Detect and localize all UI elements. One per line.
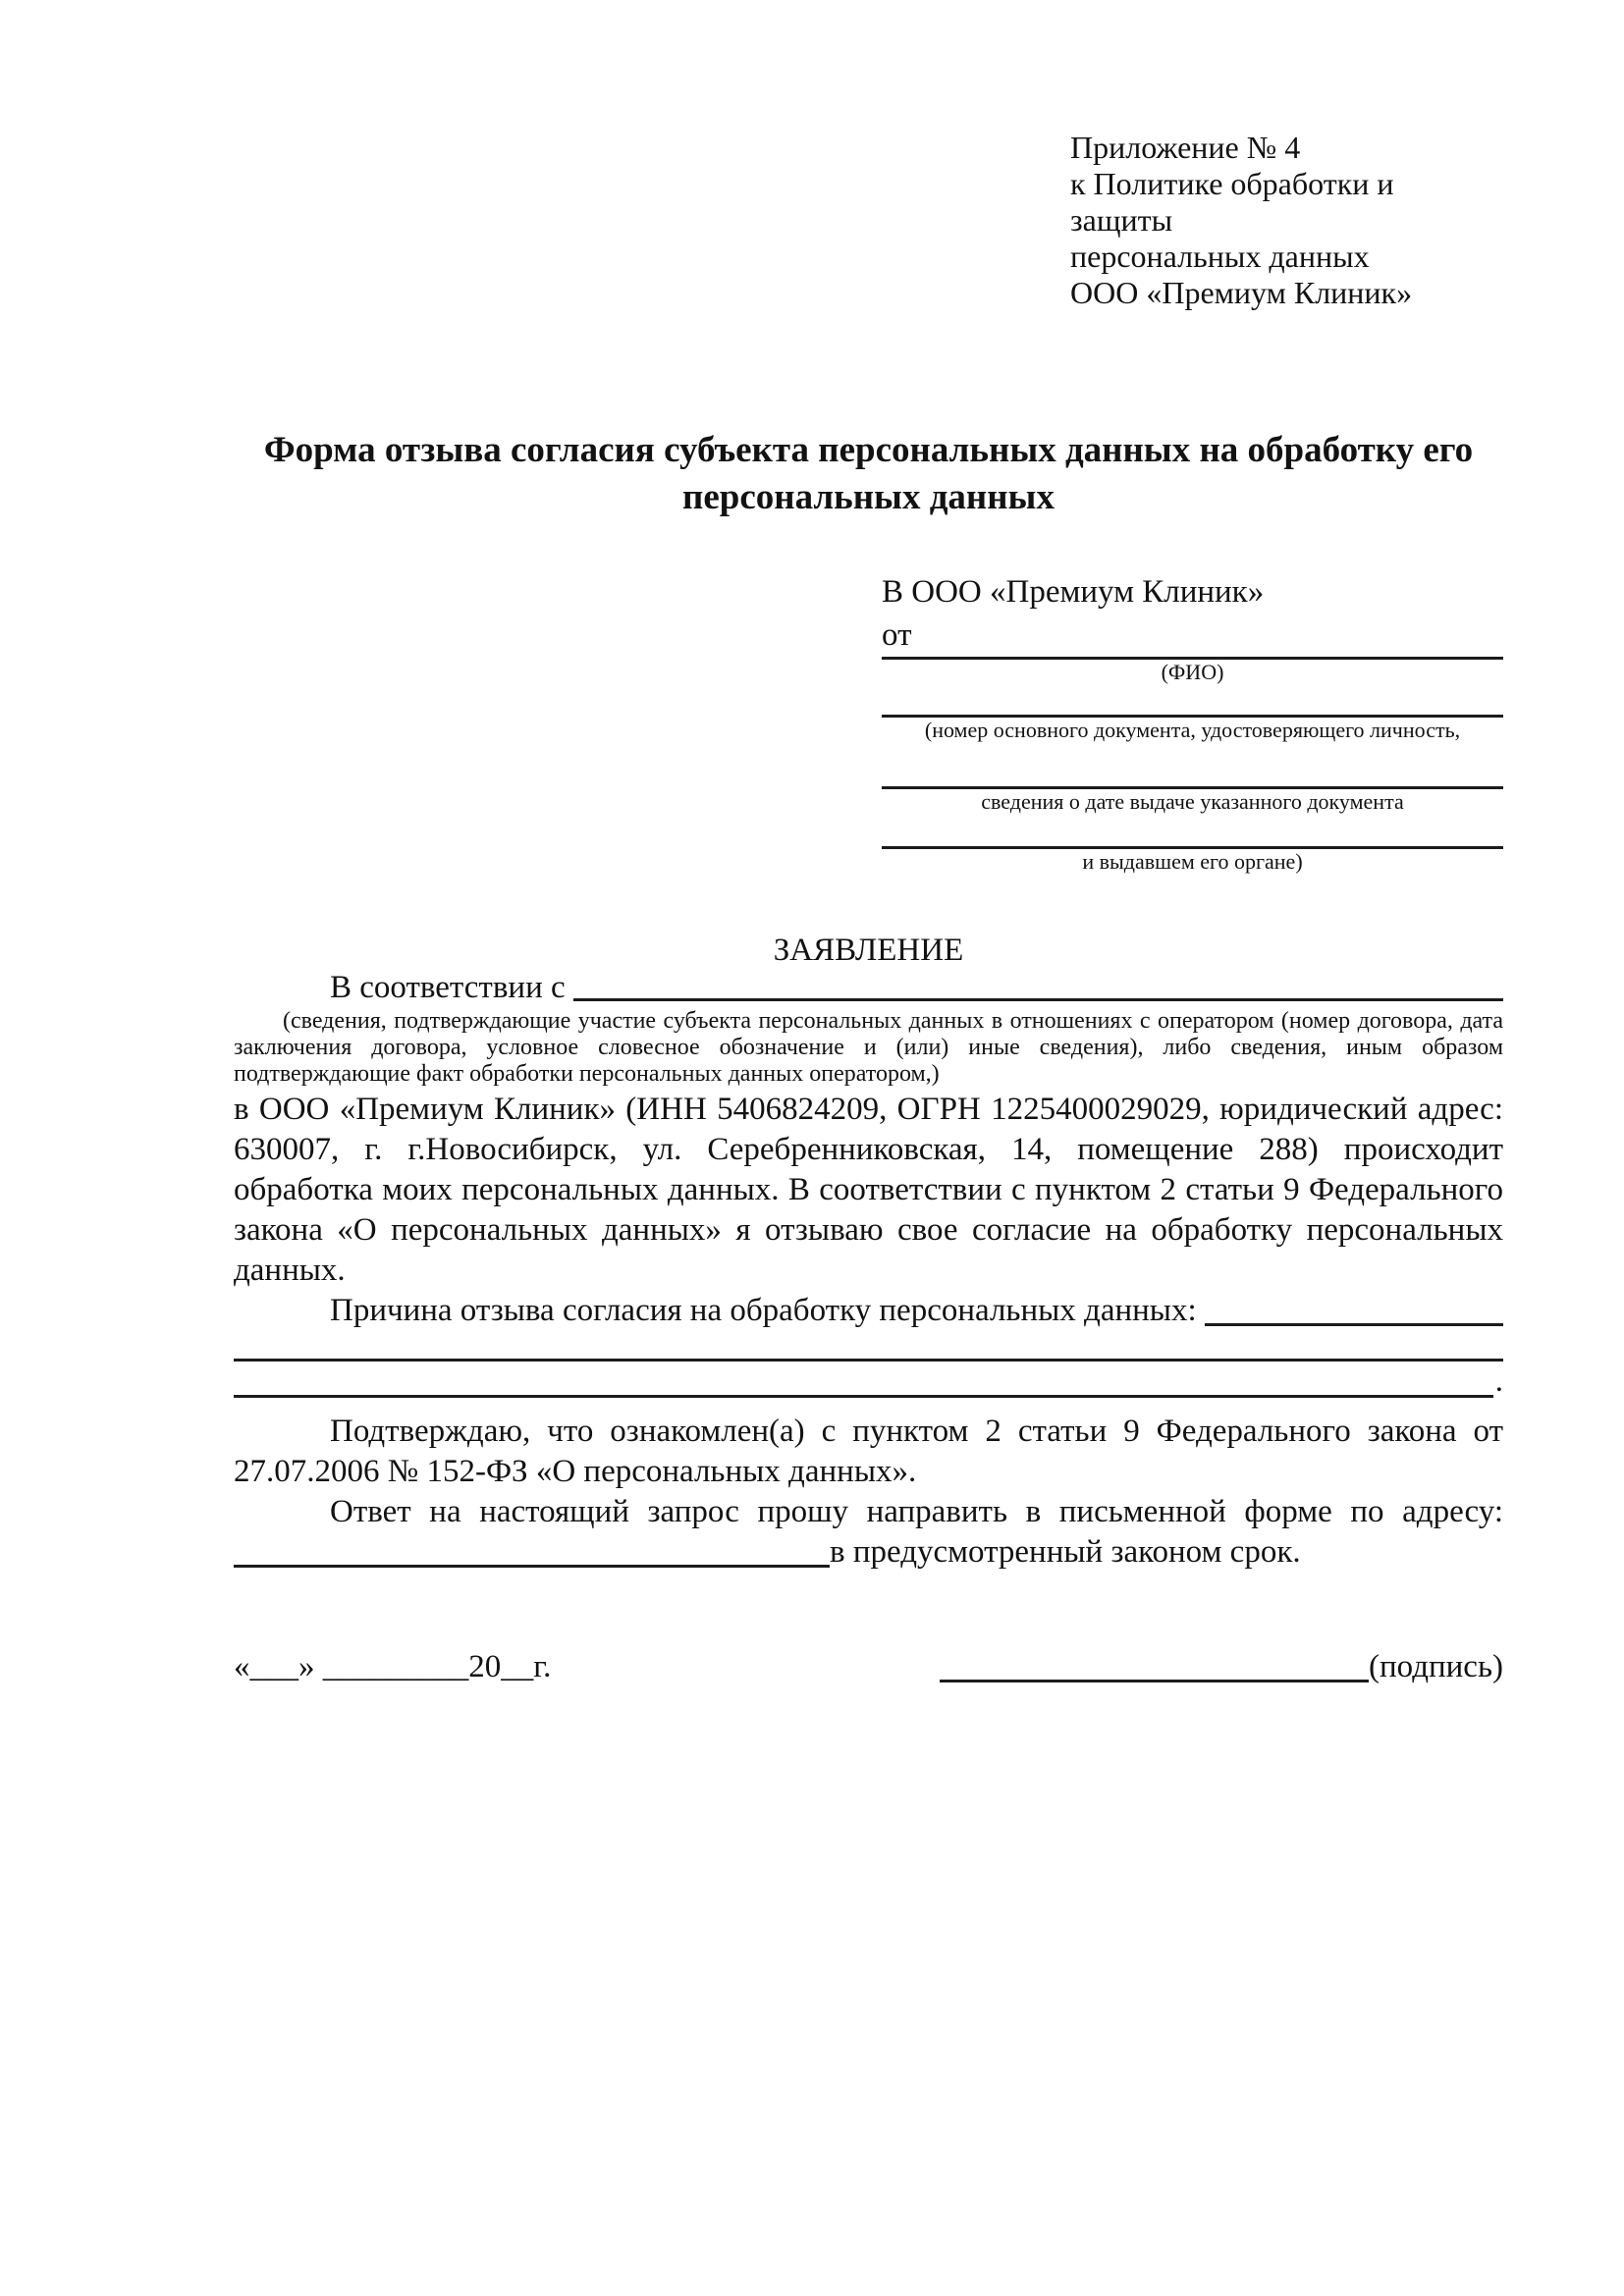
document-title: Форма отзыва согласия субъекта персональных данных на обработку его персональных данных — [263, 430, 1474, 517]
reason-extra-blank-line-1 — [234, 1353, 1503, 1362]
appendix-note-line: к Политике обработки и защиты — [1070, 166, 1394, 238]
reason-blank-line — [1205, 1323, 1503, 1326]
sentence-period: . — [1494, 1363, 1503, 1399]
addressee-from: от — [882, 617, 912, 653]
reason-label: Причина отзыва согласия на обработку персональных данных: — [330, 1293, 1197, 1328]
doc-number-caption: (номер основного документа, удостоверяющего личность, — [924, 718, 1461, 742]
fio-caption: (ФИО) — [1161, 660, 1224, 684]
accordance-label: В соответствии с — [330, 970, 566, 1005]
appendix-note-line: персональных данных — [1070, 239, 1370, 274]
accordance-row — [234, 969, 1503, 1006]
statement-heading: ЗАЯВЛЕНИЕ — [773, 933, 964, 968]
issue-org-caption: и выдавшем его органе) — [1082, 849, 1303, 874]
response-address-blank-line — [234, 1565, 830, 1568]
confirmation-paragraph: Подтверждаю, что ознакомлен(а) с пунктом 2 статьи 9 Федерального закона от 27.07.2006 № 152-ФЗ «О персональных данных». — [234, 1414, 1503, 1489]
addressee-block — [882, 570, 1503, 875]
statement-body: в ООО «Премиум Клиник» (ИНН 5406824209, ОГРН 1225400029029, юридический адрес: 630007, г. г.Новосибирск, ул. Серебренниковская, 14, помещение 288) происходит обработка моих персональных данных. В соответствии с пунктом 2 статьи 9 Федерального закона «О персональных данных» я отзываю свое согласие на обработку персональных данных. — [234, 1092, 1503, 1288]
appendix-note — [1070, 130, 1503, 311]
fine-print-note: (сведения, подтверждающие участие субъекта персональных данных в отношениях с оператором (номер договора, дата заключения договора, условное словесное обозначение и (или) иные сведения), либо сведения, иным образом подтверждающие факт обработки персональных данных оператором,) — [234, 1008, 1503, 1087]
appendix-note-line: ООО «Премиум Клиник» — [1070, 275, 1413, 310]
response-tail: в предусмотренный законом срок. — [830, 1534, 1301, 1570]
reason-row — [234, 1291, 1503, 1331]
reason-extra-blank-line-2 — [234, 1365, 1503, 1398]
addressee-to: В ООО «Премиум Клиник» — [882, 574, 1265, 610]
signature-caption: (подпись) — [1369, 1649, 1503, 1684]
reason-extra-blank-line-2-rule — [234, 1395, 1493, 1398]
date-blank-text: «___» _________20__г. — [234, 1649, 552, 1684]
footer-row — [234, 1647, 1503, 1687]
appendix-note-line: Приложение № 4 — [1070, 130, 1301, 165]
signature-group — [940, 1647, 1503, 1687]
response-request-paragraph: Ответ на настоящий запрос прошу направить в письменной форме по адресу: — [330, 1494, 1503, 1529]
accordance-blank-line — [573, 998, 1503, 1001]
issue-date-caption: сведения о дате выдаче указанного документа — [981, 789, 1404, 814]
response-address-row — [234, 1532, 1503, 1573]
signature-blank-line — [940, 1680, 1369, 1682]
